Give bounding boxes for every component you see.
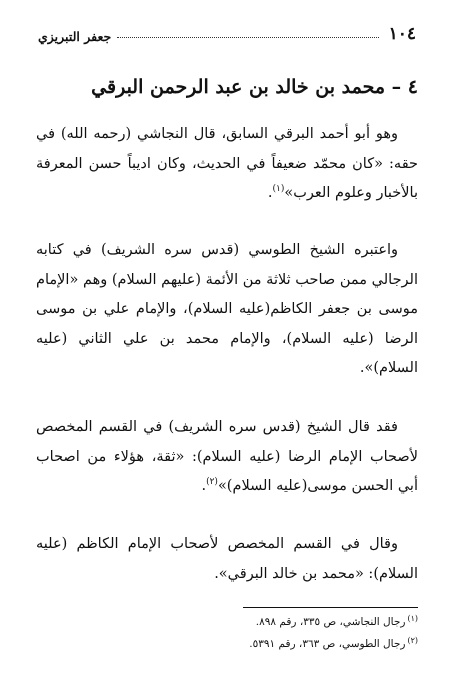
- paragraph-2: واعتبره الشيخ الطوسي (قدس سره الشريف) في كتابه الرجالي ممن صاحب ثلاثة من الأئمة (عليهم السلام) وهم «الإمام موسى بن جعفر الكاظم(عليه السلام)، والإمام علي بن موسى الرضا (عليه السلام)، والإمام محمد بن علي الثاني (عليه السلام)».: [36, 242, 418, 376]
- header-title: جعفر التبريزي: [38, 29, 112, 44]
- footnote-1-text: رجال النجاشي، ص ٣٣٥، رقم ٨٩٨.: [255, 616, 406, 628]
- footnote-2: [36, 636, 418, 652]
- paragraph-1: [36, 120, 418, 209]
- footnote-1: [36, 614, 418, 630]
- header-leader-dots: [117, 37, 378, 38]
- footnote-1-marker: (١): [407, 613, 418, 623]
- paragraph-3-tail: .: [201, 478, 207, 494]
- footnote-2-text: رجال الطوسي، ص ٣٦٣، رقم ٥٣٩١.: [249, 638, 406, 650]
- footnote-divider: [243, 607, 418, 608]
- paragraph-1-text: وهو أبو أحمد البرقي السابق، قال النجاشي (رحمه الله) في حقه: «كان محمّد ضعيفاً في الحديث، وكان اديباً حسن المعرفة بالأخبار وعلوم العرب»: [36, 126, 418, 201]
- paragraph-3-text: فقد قال الشيخ (قدس سره الشريف) في القسم المخصص لأصحاب الإمام الرضا (عليه السلام): «ثقة، هؤلاء من اصحاب أبي الحسن موسى(عليه السلام)»: [36, 419, 418, 494]
- paragraph-1-tail: .: [267, 185, 273, 201]
- page-number: ١٠٤: [388, 24, 416, 44]
- footnote-2-marker: (٢): [407, 635, 418, 645]
- running-header: [38, 20, 416, 44]
- paragraph-3: [36, 413, 418, 502]
- section-heading: ٤ – محمد بن خالد بن عبد الرحمن البرقي: [91, 76, 418, 98]
- paragraph-4: وقال في القسم المخصص لأصحاب الإمام الكاظم (عليه السلام): «محمد بن خالد البرقي».: [36, 536, 418, 582]
- footnote-ref-2: (٢): [206, 477, 218, 488]
- footnote-ref-1: (١): [272, 184, 285, 195]
